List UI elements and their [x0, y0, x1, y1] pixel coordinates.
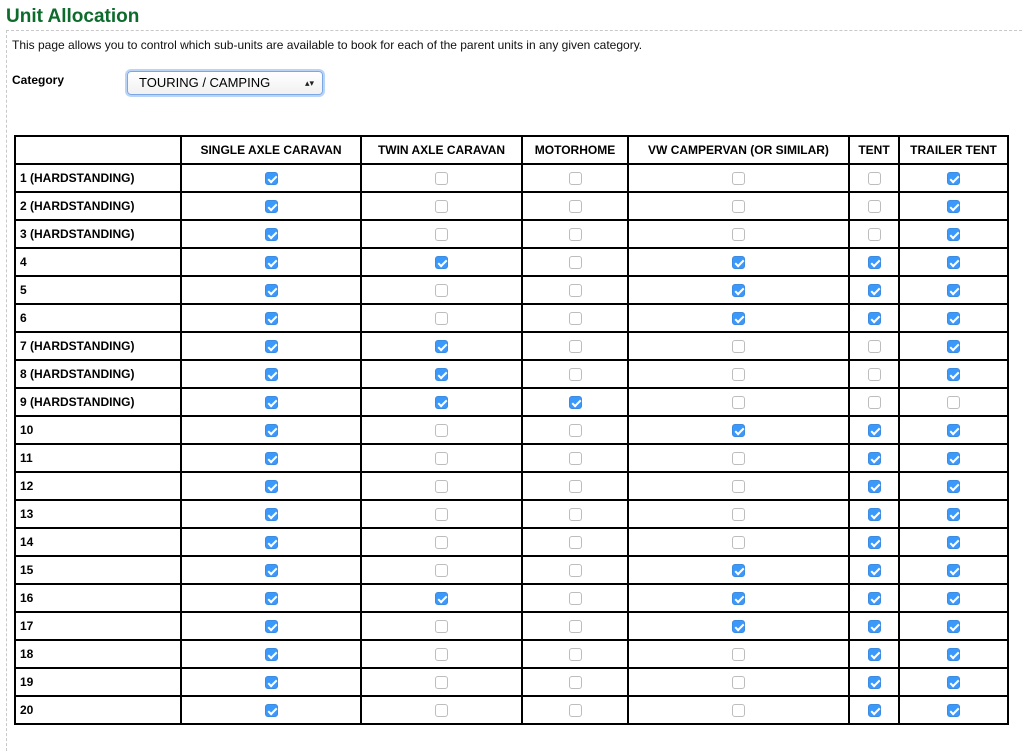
allocation-checkbox-checked[interactable]	[732, 284, 745, 297]
allocation-checkbox-unchecked[interactable]	[569, 508, 582, 521]
allocation-cell	[181, 192, 361, 220]
allocation-cell	[361, 444, 522, 472]
allocation-checkbox-checked[interactable]	[265, 480, 278, 493]
unit-name-cell: 1 (HARDSTANDING)	[15, 164, 181, 192]
allocation-cell	[899, 248, 1008, 276]
allocation-cell	[849, 164, 899, 192]
unit-name-cell: 7 (HARDSTANDING)	[15, 332, 181, 360]
allocation-cell	[628, 696, 849, 724]
allocation-cell	[181, 612, 361, 640]
table-body	[15, 164, 1008, 724]
allocation-checkbox-checked[interactable]	[947, 340, 960, 353]
allocation-cell	[849, 472, 899, 500]
allocation-cell	[181, 640, 361, 668]
allocation-checkbox-checked[interactable]	[947, 368, 960, 381]
allocation-checkbox-checked[interactable]	[732, 620, 745, 633]
allocation-cell	[899, 640, 1008, 668]
allocation-cell	[522, 444, 628, 472]
allocation-cell	[849, 220, 899, 248]
allocation-cell	[522, 164, 628, 192]
allocation-checkbox-checked[interactable]	[265, 648, 278, 661]
allocation-checkbox-checked[interactable]	[732, 312, 745, 325]
allocation-cell	[181, 444, 361, 472]
table-row	[15, 500, 1008, 528]
allocation-cell	[849, 388, 899, 416]
allocation-cell	[849, 416, 899, 444]
allocation-checkbox-unchecked[interactable]	[569, 480, 582, 493]
allocation-checkbox-unchecked[interactable]	[569, 620, 582, 633]
allocation-checkbox-checked[interactable]	[265, 508, 278, 521]
table-row	[15, 220, 1008, 248]
allocation-checkbox-unchecked[interactable]	[435, 676, 448, 689]
allocation-cell	[849, 612, 899, 640]
allocation-cell	[361, 668, 522, 696]
allocation-checkbox-checked[interactable]	[265, 592, 278, 605]
allocation-cell	[361, 528, 522, 556]
allocation-cell	[849, 528, 899, 556]
allocation-cell	[899, 164, 1008, 192]
table-row	[15, 388, 1008, 416]
allocation-checkbox-unchecked[interactable]	[732, 172, 745, 185]
allocation-checkbox-checked[interactable]	[265, 340, 278, 353]
allocation-cell	[628, 416, 849, 444]
allocation-checkbox-checked[interactable]	[265, 312, 278, 325]
allocation-cell	[849, 304, 899, 332]
allocation-cell	[899, 388, 1008, 416]
allocation-checkbox-checked[interactable]	[435, 368, 448, 381]
allocation-cell	[899, 304, 1008, 332]
allocation-cell	[181, 164, 361, 192]
unit-name-cell: 18	[15, 640, 181, 668]
allocation-checkbox-unchecked[interactable]	[569, 172, 582, 185]
allocation-checkbox-unchecked[interactable]	[732, 340, 745, 353]
allocation-checkbox-unchecked[interactable]	[569, 704, 582, 717]
unit-name-cell: 8 (HARDSTANDING)	[15, 360, 181, 388]
allocation-checkbox-unchecked[interactable]	[569, 228, 582, 241]
allocation-checkbox-unchecked[interactable]	[569, 200, 582, 213]
allocation-cell	[522, 668, 628, 696]
allocation-checkbox-unchecked[interactable]	[435, 228, 448, 241]
allocation-checkbox-unchecked[interactable]	[435, 284, 448, 297]
allocation-checkbox-checked[interactable]	[265, 228, 278, 241]
table-row	[15, 584, 1008, 612]
allocation-cell	[181, 584, 361, 612]
allocation-checkbox-unchecked[interactable]	[569, 536, 582, 549]
allocation-cell	[899, 360, 1008, 388]
unit-name-cell: 9 (HARDSTANDING)	[15, 388, 181, 416]
allocation-cell	[899, 192, 1008, 220]
unit-allocation-table	[14, 135, 1009, 725]
unit-name-cell: 14	[15, 528, 181, 556]
allocation-checkbox-unchecked[interactable]	[732, 480, 745, 493]
allocation-cell	[522, 360, 628, 388]
allocation-checkbox-checked[interactable]	[265, 172, 278, 185]
allocation-checkbox-checked[interactable]	[265, 620, 278, 633]
allocation-checkbox-unchecked[interactable]	[435, 172, 448, 185]
allocation-checkbox-unchecked[interactable]	[435, 620, 448, 633]
table-row	[15, 192, 1008, 220]
header-corner-cell	[15, 136, 181, 164]
select-arrows-icon: ▴▾	[304, 78, 314, 88]
allocation-cell	[181, 696, 361, 724]
table-row	[15, 612, 1008, 640]
allocation-checkbox-unchecked[interactable]	[435, 536, 448, 549]
allocation-checkbox-unchecked[interactable]	[868, 172, 881, 185]
allocation-cell	[628, 388, 849, 416]
allocation-checkbox-checked[interactable]	[435, 592, 448, 605]
allocation-checkbox-checked[interactable]	[947, 424, 960, 437]
allocation-checkbox-checked[interactable]	[868, 704, 881, 717]
allocation-cell	[522, 332, 628, 360]
allocation-checkbox-checked[interactable]	[947, 480, 960, 493]
allocation-checkbox-unchecked[interactable]	[732, 704, 745, 717]
allocation-cell	[361, 696, 522, 724]
allocation-cell	[361, 472, 522, 500]
allocation-checkbox-unchecked[interactable]	[732, 452, 745, 465]
allocation-cell	[899, 612, 1008, 640]
allocation-checkbox-checked[interactable]	[868, 452, 881, 465]
allocation-cell	[361, 584, 522, 612]
allocation-checkbox-checked[interactable]	[868, 284, 881, 297]
allocation-cell	[628, 668, 849, 696]
allocation-cell	[628, 332, 849, 360]
allocation-checkbox-checked[interactable]	[947, 312, 960, 325]
allocation-cell	[361, 332, 522, 360]
allocation-cell	[899, 500, 1008, 528]
allocation-cell	[849, 668, 899, 696]
allocation-cell	[899, 584, 1008, 612]
allocation-checkbox-unchecked[interactable]	[569, 452, 582, 465]
allocation-checkbox-checked[interactable]	[947, 564, 960, 577]
allocation-checkbox-checked[interactable]	[435, 340, 448, 353]
allocation-cell	[899, 696, 1008, 724]
column-header: VW CAMPERVAN (OR SIMILAR)	[628, 136, 849, 164]
allocation-checkbox-unchecked[interactable]	[732, 536, 745, 549]
allocation-checkbox-checked[interactable]	[868, 620, 881, 633]
allocation-checkbox-checked[interactable]	[265, 676, 278, 689]
allocation-cell	[899, 416, 1008, 444]
allocation-checkbox-checked[interactable]	[265, 704, 278, 717]
unit-name-cell: 15	[15, 556, 181, 584]
allocation-checkbox-unchecked[interactable]	[569, 648, 582, 661]
allocation-cell	[181, 220, 361, 248]
allocation-checkbox-unchecked[interactable]	[569, 592, 582, 605]
allocation-checkbox-unchecked[interactable]	[569, 284, 582, 297]
allocation-cell	[361, 388, 522, 416]
allocation-cell	[522, 640, 628, 668]
allocation-cell	[849, 444, 899, 472]
allocation-checkbox-unchecked[interactable]	[732, 228, 745, 241]
allocation-cell	[899, 444, 1008, 472]
allocation-checkbox-checked[interactable]	[265, 424, 278, 437]
allocation-cell	[361, 416, 522, 444]
allocation-checkbox-checked[interactable]	[868, 592, 881, 605]
allocation-cell	[361, 360, 522, 388]
allocation-cell	[628, 472, 849, 500]
allocation-cell	[628, 360, 849, 388]
allocation-cell	[899, 668, 1008, 696]
category-selected-value: TOURING / CAMPING	[139, 75, 271, 90]
allocation-checkbox-checked[interactable]	[947, 620, 960, 633]
allocation-cell	[899, 556, 1008, 584]
allocation-cell	[522, 472, 628, 500]
table-row	[15, 668, 1008, 696]
allocation-checkbox-checked[interactable]	[732, 592, 745, 605]
page-title: Unit Allocation	[6, 6, 140, 27]
unit-name-cell: 19	[15, 668, 181, 696]
allocation-checkbox-checked[interactable]	[435, 256, 448, 269]
allocation-cell	[849, 248, 899, 276]
allocation-checkbox-unchecked[interactable]	[435, 452, 448, 465]
allocation-cell	[361, 164, 522, 192]
allocation-checkbox-checked[interactable]	[265, 200, 278, 213]
table-row	[15, 360, 1008, 388]
allocation-cell	[522, 416, 628, 444]
unit-name-cell: 3 (HARDSTANDING)	[15, 220, 181, 248]
allocation-cell	[522, 220, 628, 248]
column-header: TRAILER TENT	[899, 136, 1008, 164]
allocation-checkbox-checked[interactable]	[435, 396, 448, 409]
unit-name-cell: 13	[15, 500, 181, 528]
allocation-cell	[361, 612, 522, 640]
allocation-cell	[849, 332, 899, 360]
unit-name-cell: 2 (HARDSTANDING)	[15, 192, 181, 220]
allocation-checkbox-checked[interactable]	[947, 200, 960, 213]
allocation-cell	[181, 472, 361, 500]
allocation-checkbox-checked[interactable]	[947, 648, 960, 661]
allocation-checkbox-checked[interactable]	[947, 592, 960, 605]
allocation-cell	[628, 304, 849, 332]
allocation-checkbox-checked[interactable]	[265, 256, 278, 269]
allocation-checkbox-unchecked[interactable]	[435, 200, 448, 213]
allocation-cell	[628, 612, 849, 640]
allocation-checkbox-checked[interactable]	[265, 452, 278, 465]
allocation-cell	[628, 248, 849, 276]
allocation-cell	[628, 164, 849, 192]
unit-name-cell: 6	[15, 304, 181, 332]
allocation-checkbox-unchecked[interactable]	[868, 368, 881, 381]
table-row	[15, 444, 1008, 472]
allocation-checkbox-unchecked[interactable]	[435, 480, 448, 493]
allocation-cell	[849, 640, 899, 668]
allocation-checkbox-checked[interactable]	[868, 312, 881, 325]
allocation-cell	[522, 612, 628, 640]
allocation-checkbox-checked[interactable]	[265, 368, 278, 381]
allocation-checkbox-checked[interactable]	[868, 676, 881, 689]
allocation-cell	[522, 276, 628, 304]
allocation-cell	[849, 500, 899, 528]
allocation-checkbox-unchecked[interactable]	[569, 256, 582, 269]
allocation-cell	[522, 192, 628, 220]
allocation-cell	[181, 276, 361, 304]
allocation-cell	[361, 640, 522, 668]
allocation-cell	[522, 696, 628, 724]
allocation-cell	[361, 500, 522, 528]
allocation-cell	[849, 556, 899, 584]
table-row	[15, 164, 1008, 192]
allocation-checkbox-checked[interactable]	[868, 256, 881, 269]
allocation-cell	[522, 304, 628, 332]
allocation-checkbox-unchecked[interactable]	[569, 312, 582, 325]
allocation-checkbox-unchecked[interactable]	[732, 508, 745, 521]
category-select[interactable]	[127, 71, 323, 95]
table-header-row	[15, 136, 1008, 164]
allocation-cell	[181, 332, 361, 360]
allocation-cell	[899, 472, 1008, 500]
allocation-checkbox-checked[interactable]	[947, 452, 960, 465]
page-description: This page allows you to control which sub-units are available to book for each of the parent units in any given category.	[12, 38, 643, 52]
allocation-cell	[628, 640, 849, 668]
allocation-checkbox-unchecked[interactable]	[868, 396, 881, 409]
allocation-cell	[522, 584, 628, 612]
allocation-cell	[361, 304, 522, 332]
table-row	[15, 304, 1008, 332]
allocation-checkbox-checked[interactable]	[868, 564, 881, 577]
unit-name-cell: 20	[15, 696, 181, 724]
allocation-cell	[628, 584, 849, 612]
allocation-cell	[849, 584, 899, 612]
table-row	[15, 332, 1008, 360]
allocation-cell	[849, 696, 899, 724]
allocation-cell	[899, 276, 1008, 304]
allocation-checkbox-checked[interactable]	[947, 228, 960, 241]
allocation-cell	[899, 332, 1008, 360]
allocation-cell	[522, 556, 628, 584]
allocation-cell	[628, 556, 849, 584]
allocation-checkbox-unchecked[interactable]	[569, 340, 582, 353]
allocation-cell	[628, 220, 849, 248]
table-row	[15, 696, 1008, 724]
table-row	[15, 248, 1008, 276]
allocation-cell	[522, 528, 628, 556]
unit-name-cell: 4	[15, 248, 181, 276]
allocation-checkbox-checked[interactable]	[947, 704, 960, 717]
allocation-checkbox-checked[interactable]	[947, 172, 960, 185]
unit-name-cell: 10	[15, 416, 181, 444]
allocation-checkbox-unchecked[interactable]	[868, 340, 881, 353]
allocation-cell	[628, 276, 849, 304]
table-row	[15, 472, 1008, 500]
allocation-checkbox-checked[interactable]	[569, 396, 582, 409]
allocation-checkbox-unchecked[interactable]	[569, 676, 582, 689]
column-header: TWIN AXLE CARAVAN	[361, 136, 522, 164]
allocation-checkbox-checked[interactable]	[868, 508, 881, 521]
allocation-checkbox-checked[interactable]	[732, 564, 745, 577]
allocation-checkbox-checked[interactable]	[947, 284, 960, 297]
allocation-checkbox-unchecked[interactable]	[435, 648, 448, 661]
table-row	[15, 276, 1008, 304]
column-header: MOTORHOME	[522, 136, 628, 164]
allocation-cell	[181, 360, 361, 388]
table-row	[15, 416, 1008, 444]
allocation-checkbox-unchecked[interactable]	[435, 312, 448, 325]
allocation-checkbox-checked[interactable]	[732, 256, 745, 269]
allocation-cell	[181, 304, 361, 332]
unit-name-cell: 17	[15, 612, 181, 640]
allocation-checkbox-checked[interactable]	[265, 536, 278, 549]
allocation-checkbox-checked[interactable]	[868, 536, 881, 549]
allocation-checkbox-unchecked[interactable]	[569, 424, 582, 437]
allocation-cell	[522, 388, 628, 416]
unit-name-cell: 16	[15, 584, 181, 612]
allocation-checkbox-checked[interactable]	[265, 396, 278, 409]
allocation-checkbox-unchecked[interactable]	[947, 396, 960, 409]
allocation-cell	[361, 192, 522, 220]
allocation-checkbox-unchecked[interactable]	[868, 228, 881, 241]
allocation-checkbox-checked[interactable]	[732, 424, 745, 437]
unit-name-cell: 5	[15, 276, 181, 304]
allocation-cell	[899, 528, 1008, 556]
column-header: SINGLE AXLE CARAVAN	[181, 136, 361, 164]
column-header: TENT	[849, 136, 899, 164]
allocation-checkbox-unchecked[interactable]	[732, 676, 745, 689]
allocation-checkbox-unchecked[interactable]	[732, 368, 745, 381]
allocation-checkbox-checked[interactable]	[265, 564, 278, 577]
allocation-cell	[522, 500, 628, 528]
allocation-cell	[181, 556, 361, 584]
table-row	[15, 640, 1008, 668]
allocation-cell	[849, 360, 899, 388]
allocation-checkbox-unchecked[interactable]	[732, 648, 745, 661]
allocation-cell	[628, 192, 849, 220]
allocation-cell	[628, 444, 849, 472]
allocation-cell	[628, 500, 849, 528]
table-row	[15, 556, 1008, 584]
allocation-cell	[899, 220, 1008, 248]
allocation-cell	[522, 248, 628, 276]
allocation-cell	[361, 556, 522, 584]
allocation-cell	[181, 500, 361, 528]
allocation-checkbox-checked[interactable]	[947, 256, 960, 269]
table-row	[15, 528, 1008, 556]
allocation-cell	[361, 248, 522, 276]
unit-name-cell: 11	[15, 444, 181, 472]
allocation-checkbox-unchecked[interactable]	[435, 424, 448, 437]
allocation-cell	[361, 220, 522, 248]
allocation-checkbox-unchecked[interactable]	[732, 200, 745, 213]
allocation-checkbox-unchecked[interactable]	[435, 564, 448, 577]
allocation-checkbox-unchecked[interactable]	[435, 508, 448, 521]
allocation-checkbox-checked[interactable]	[868, 480, 881, 493]
allocation-cell	[181, 388, 361, 416]
allocation-cell	[361, 276, 522, 304]
allocation-cell	[849, 192, 899, 220]
allocation-checkbox-unchecked[interactable]	[435, 704, 448, 717]
unit-name-cell: 12	[15, 472, 181, 500]
allocation-checkbox-checked[interactable]	[868, 424, 881, 437]
category-label: Category	[12, 73, 65, 87]
allocation-checkbox-checked[interactable]	[947, 536, 960, 549]
allocation-cell	[181, 248, 361, 276]
allocation-checkbox-checked[interactable]	[265, 284, 278, 297]
allocation-cell	[181, 668, 361, 696]
allocation-checkbox-unchecked[interactable]	[732, 396, 745, 409]
allocation-checkbox-checked[interactable]	[947, 676, 960, 689]
allocation-cell	[181, 528, 361, 556]
allocation-checkbox-checked[interactable]	[868, 648, 881, 661]
allocation-cell	[849, 276, 899, 304]
allocation-checkbox-checked[interactable]	[947, 508, 960, 521]
allocation-cell	[181, 416, 361, 444]
allocation-checkbox-unchecked[interactable]	[569, 368, 582, 381]
allocation-cell	[628, 528, 849, 556]
allocation-checkbox-unchecked[interactable]	[569, 564, 582, 577]
allocation-checkbox-unchecked[interactable]	[868, 200, 881, 213]
